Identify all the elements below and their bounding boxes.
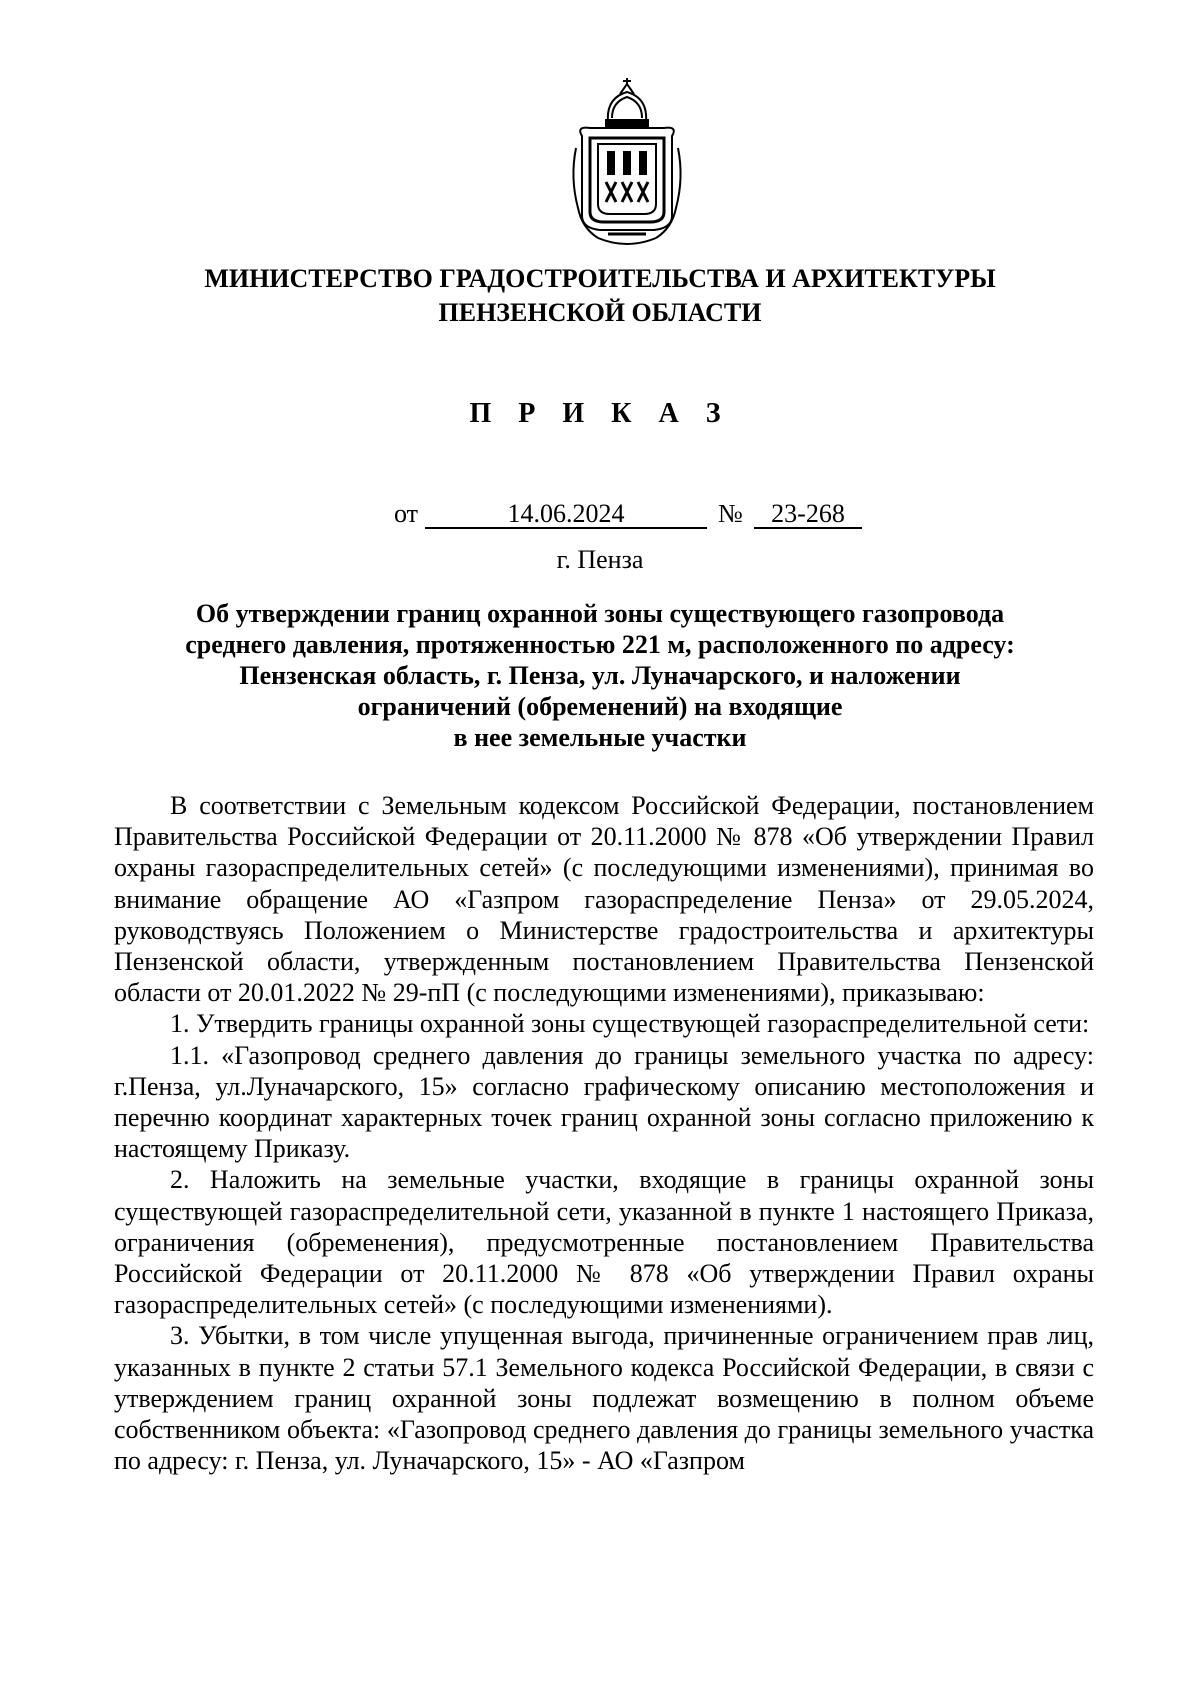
subject-line: ограничений (обременений) на входящие — [357, 692, 843, 721]
body-paragraph-preamble: В соответствии с Земельным кодексом Российской Федерации, постановлением Правительства Российской Федерации от 20.11.2000 № 878 «Об утверждении Правил охраны газораспределительных сетей» (с последующими изменениями), принимая во внимание обращение АО «Газпром газораспределение Пенза» от 29.05.2024, руководствуясь Положением о Министерстве градостроительства и архитектуры Пензенской области, утвержденным постановлением Правительства Пензенской области от 20.01.2022 № 29-пП (с последующими изменениями), приказываю: — [114, 791, 1094, 1008]
subject-line: среднего давления, протяженностью 221 м, расположенного по адресу: — [185, 630, 1015, 659]
ministry-name-line2: ПЕНЗЕНСКОЙ ОБЛАСТИ — [438, 298, 762, 327]
order-body — [114, 790, 1094, 1476]
body-paragraph-item-3: 3. Убытки, в том числе упущенная выгода, причиненные ограничением прав лиц, указанных в пункте 2 статьи 57.1 Земельного кодекса Российской Федерации, в связи с утверждением границ охранной зоны подлежат возмещению в полном объеме собственником объекта: «Газопровод среднего давления до границы земельного участка по адресу: г. Пенза, ул. Луначарского, 15» - АО «Газпром — [114, 1321, 1094, 1476]
body-paragraph-item-1-1: 1.1. «Газопровод среднего давления до границы земельного участка по адресу: г.Пенза, ул.Луначарского, 15» согласно графическому описанию местоположения и перечню координат характерных точек границ охранной зоны согласно приложению к настоящему Приказу. — [114, 1040, 1094, 1164]
subject-line: в нее земельные участки — [453, 723, 747, 752]
date-prefix: от — [394, 499, 419, 528]
ministry-name-line1: МИНИСТЕРСТВО ГРАДОСТРОИТЕЛЬСТВА И АРХИТЕКТУРЫ — [204, 264, 996, 293]
number-sign: № — [718, 499, 743, 528]
body-paragraph-item-2: 2. Наложить на земельные участки, входящие в границы охранной зоны существующей газораспределительной сети, указанной в пункте 1 настоящего Приказа, ограничения (обременения), предусмотренные постановлением Правительства Российской Федерации от 20.11.2000 № 878 «Об утверждении Правил охраны газораспределительных сетей» (с последующими изменениями). — [114, 1165, 1094, 1320]
order-number: 23-268 — [754, 497, 862, 529]
order-title: П Р И К А З — [469, 398, 731, 429]
order-subject — [150, 598, 1050, 753]
coat-of-arms-icon — [568, 78, 686, 246]
city: г. Пенза — [556, 545, 644, 574]
body-paragraph-item-1: 1. Утвердить границы охранной зоны существующей газораспределительной сети: — [170, 1009, 1090, 1039]
subject-line: Об утверждении границ охранной зоны существующего газопровода — [195, 599, 1005, 628]
subject-line: Пензенская область, г. Пенза, ул. Луначарского, и наложении — [239, 661, 961, 690]
order-date: 14.06.2024 — [425, 497, 707, 529]
